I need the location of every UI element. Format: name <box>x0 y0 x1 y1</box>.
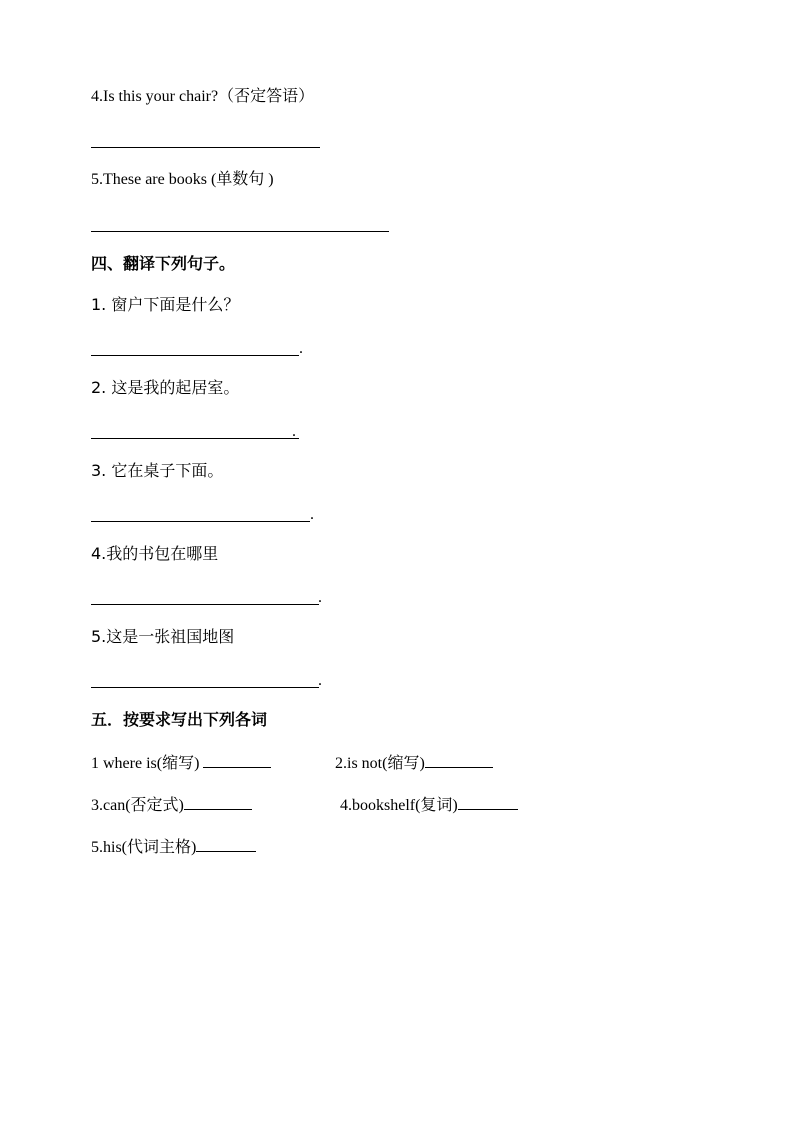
translate-answer-line-5[interactable] <box>91 687 319 688</box>
translate-answer-line-4[interactable] <box>91 604 319 605</box>
word-item-1 <box>91 753 271 774</box>
period-4: . <box>318 589 322 606</box>
question-5-these-are-books: 5.These are books (单数句 ) <box>91 171 274 188</box>
word-item-5 <box>91 837 256 858</box>
translate-item-2: 2. 这是我的起居室。 <box>91 378 240 397</box>
section-4-heading: 四、翻译下列句子。 <box>91 254 236 273</box>
word-item-2-label: 2.is not(缩写) <box>335 755 425 772</box>
word-item-5-blank[interactable] <box>196 837 256 852</box>
word-item-4-blank[interactable] <box>458 795 518 810</box>
period-1: . <box>299 340 303 357</box>
question-4-is-this-your-chair: 4.Is this your chair?（否定答语） <box>91 88 315 105</box>
translate-item-5: 5.这是一张祖国地图 <box>91 627 235 646</box>
word-item-3-label: 3.can(否定式) <box>91 797 184 814</box>
word-item-2-blank[interactable] <box>425 753 493 768</box>
word-item-3 <box>91 795 252 816</box>
period-3: . <box>310 506 314 523</box>
section-5-heading: 五．按要求写出下列各词 <box>91 710 268 729</box>
period-5: . <box>318 672 322 689</box>
translate-item-3: 3. 它在桌子下面。 <box>91 461 224 480</box>
word-item-4-label: 4.bookshelf(复词) <box>340 797 458 814</box>
word-item-3-blank[interactable] <box>184 795 252 810</box>
translate-answer-line-3[interactable] <box>91 521 310 522</box>
word-item-2 <box>335 753 493 774</box>
word-item-4 <box>340 795 518 816</box>
word-item-1-label: 1 where is(缩写) <box>91 755 200 772</box>
word-item-5-label: 5.his(代词主格) <box>91 839 197 856</box>
word-item-1-blank[interactable] <box>203 753 271 768</box>
translate-item-1: 1. 窗户下面是什么？ <box>91 295 240 314</box>
period-2: . <box>292 423 296 440</box>
translate-answer-line-1[interactable] <box>91 355 299 356</box>
answer-line-q5[interactable] <box>91 231 389 232</box>
translate-item-4: 4.我的书包在哪里 <box>91 544 219 563</box>
translate-answer-line-2[interactable] <box>91 438 299 439</box>
answer-line-q4[interactable] <box>91 147 320 148</box>
